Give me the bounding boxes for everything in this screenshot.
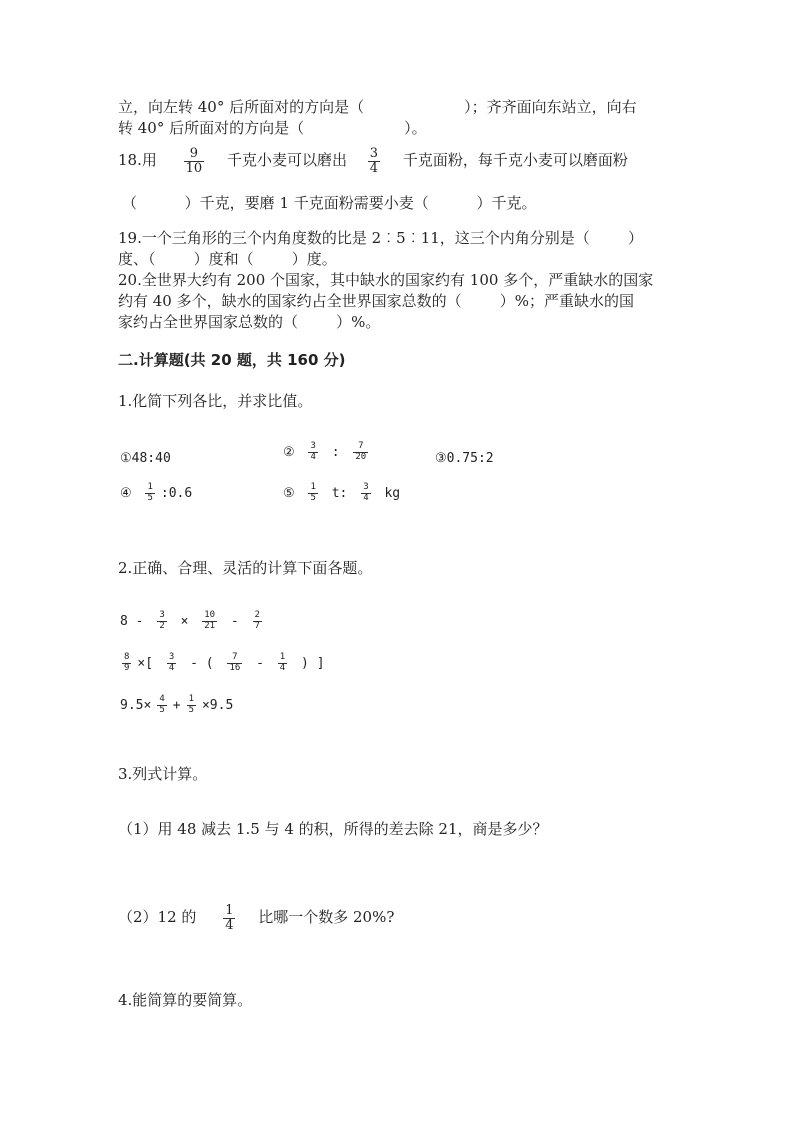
numerator: 7 xyxy=(227,653,242,664)
q20-line2: 约有 40 多个，缺水的国家约占全世界国家总数的（ ）%；严重缺水的国 xyxy=(118,292,635,310)
item-label: ⑤ xyxy=(283,485,295,501)
denominator: 5 xyxy=(188,704,194,715)
unit-t: t: xyxy=(331,485,348,501)
q17-text-c: 转 40° 后所面对的方向是（ xyxy=(118,119,305,137)
operator: - xyxy=(256,655,264,671)
fraction xyxy=(157,695,166,716)
q17-text-b: ）；齐齐面向东站立，向右 xyxy=(464,98,637,116)
item-label: ② xyxy=(283,444,295,460)
fraction xyxy=(308,442,317,463)
p2-expr3 xyxy=(120,695,233,716)
q2-text-b: 比哪一个数多 20%? xyxy=(258,908,395,927)
q17-line1 xyxy=(118,97,637,117)
fraction xyxy=(368,147,380,175)
fraction xyxy=(157,611,166,632)
q18-line1 xyxy=(118,147,628,175)
denominator: 5 xyxy=(310,492,316,503)
q20-line3: 家约占全世界国家总数的（ ）%。 xyxy=(118,313,381,331)
numerator: 9 xyxy=(184,147,205,162)
operator: × xyxy=(180,613,189,629)
fraction xyxy=(227,653,242,674)
denominator: 20 xyxy=(355,451,367,462)
denominator: 2 xyxy=(159,620,165,631)
p1-item1: ①48:40 xyxy=(120,451,171,466)
fraction xyxy=(253,611,262,632)
denominator: 21 xyxy=(204,620,216,631)
item-rest: :0.6 xyxy=(160,485,193,501)
q17-text-d: ）。 xyxy=(404,119,427,137)
numerator: 7 xyxy=(353,442,368,453)
operator: - xyxy=(230,613,239,629)
denominator: 5 xyxy=(147,492,153,503)
numerator: 1 xyxy=(188,694,194,704)
operator: + xyxy=(172,697,181,713)
p2-expr2 xyxy=(116,653,325,674)
fraction xyxy=(187,695,196,716)
fraction xyxy=(223,904,235,932)
p3-title: 3.列式计算。 xyxy=(118,765,208,783)
p2-expr1 xyxy=(120,611,268,632)
fraction xyxy=(184,147,205,175)
p3-q2 xyxy=(118,904,394,932)
unit-kg: kg xyxy=(384,485,401,501)
denominator: 5 xyxy=(159,704,165,715)
fraction xyxy=(202,611,217,632)
denominator: 9 xyxy=(124,662,130,673)
operator: - ( xyxy=(190,655,214,671)
numerator: 8 xyxy=(124,652,130,662)
denominator: 4 xyxy=(168,662,175,673)
q17-text-a: 立，向左转 40° 后所面对的方向是（ xyxy=(118,98,365,116)
q20-line1: 20.全世界大约有 200 个国家，其中缺水的国家约有 100 多个，严重缺水的国家 xyxy=(118,271,654,289)
section-title: 二.计算题(共 20 题，共 160 分) xyxy=(118,351,346,369)
fraction xyxy=(167,653,176,674)
p1-item2 xyxy=(283,442,374,463)
numerator: 4 xyxy=(159,694,165,704)
item-label: ④ xyxy=(120,485,132,501)
denominator: 4 xyxy=(369,160,379,176)
p1-item3: ③0.75:2 xyxy=(435,451,494,466)
fraction xyxy=(361,483,370,504)
expr-text: 8 - xyxy=(120,613,144,629)
denominator: 4 xyxy=(310,451,316,462)
numerator: 1 xyxy=(147,482,153,492)
numerator: 3 xyxy=(310,441,316,451)
denominator: 7 xyxy=(254,620,260,631)
q18-prefix: 18.用 xyxy=(118,151,157,170)
numerator: 1 xyxy=(310,482,316,492)
q18-end: 千克面粉，每千克小麦可以磨面粉 xyxy=(402,151,628,170)
numerator: 1 xyxy=(225,903,234,918)
fraction xyxy=(145,483,154,504)
p3-q1: （1）用 48 减去 1.5 与 4 的积，所得的差去除 21，商是多少？ xyxy=(118,820,548,838)
ratio-sign: : xyxy=(331,444,340,460)
p1-item4 xyxy=(120,483,192,504)
p2-title: 2.正确、合理、灵活的计算下面各题。 xyxy=(118,559,373,577)
expr-text: 9.5× xyxy=(120,697,152,713)
q18-mid: 千克小麦可以磨出 xyxy=(226,151,347,170)
p1-title: 1.化简下列各比，并求比值。 xyxy=(118,392,313,410)
denominator: 10 xyxy=(185,160,203,176)
denominator: 4 xyxy=(363,492,369,503)
q17-line2 xyxy=(118,118,427,138)
numerator: 2 xyxy=(254,610,260,620)
p1-item5 xyxy=(283,483,400,504)
fraction xyxy=(278,653,287,674)
fraction xyxy=(353,442,368,463)
denominator: 16 xyxy=(229,662,241,673)
p4-title: 4.能简算的要简算。 xyxy=(118,991,253,1009)
numerator: 3 xyxy=(363,482,369,492)
expr-text: ×9.5 xyxy=(201,697,234,713)
operator: ) ] xyxy=(301,655,325,671)
denominator: 4 xyxy=(279,662,286,673)
q19-line1: 19.一个三角形的三个内角度数的比是 2︰5︰11，这三个内角分别是（ ） xyxy=(118,229,643,247)
q18-line2: （ ）千克，要磨 1 千克面粉需要小麦（ ）千克。 xyxy=(122,194,537,212)
numerator: 1 xyxy=(279,652,286,662)
operator: ×[ xyxy=(137,655,154,671)
fraction xyxy=(122,653,131,674)
numerator: 3 xyxy=(168,652,175,662)
numerator: 3 xyxy=(369,146,379,161)
denominator: 4 xyxy=(225,917,234,933)
q19-line2: 度、（ ）度和（ ）度。 xyxy=(118,250,337,268)
numerator: 10 xyxy=(204,610,216,620)
q2-text-a: （2）12 的 xyxy=(118,908,197,927)
fraction xyxy=(308,483,317,504)
numerator: 3 xyxy=(159,610,165,620)
